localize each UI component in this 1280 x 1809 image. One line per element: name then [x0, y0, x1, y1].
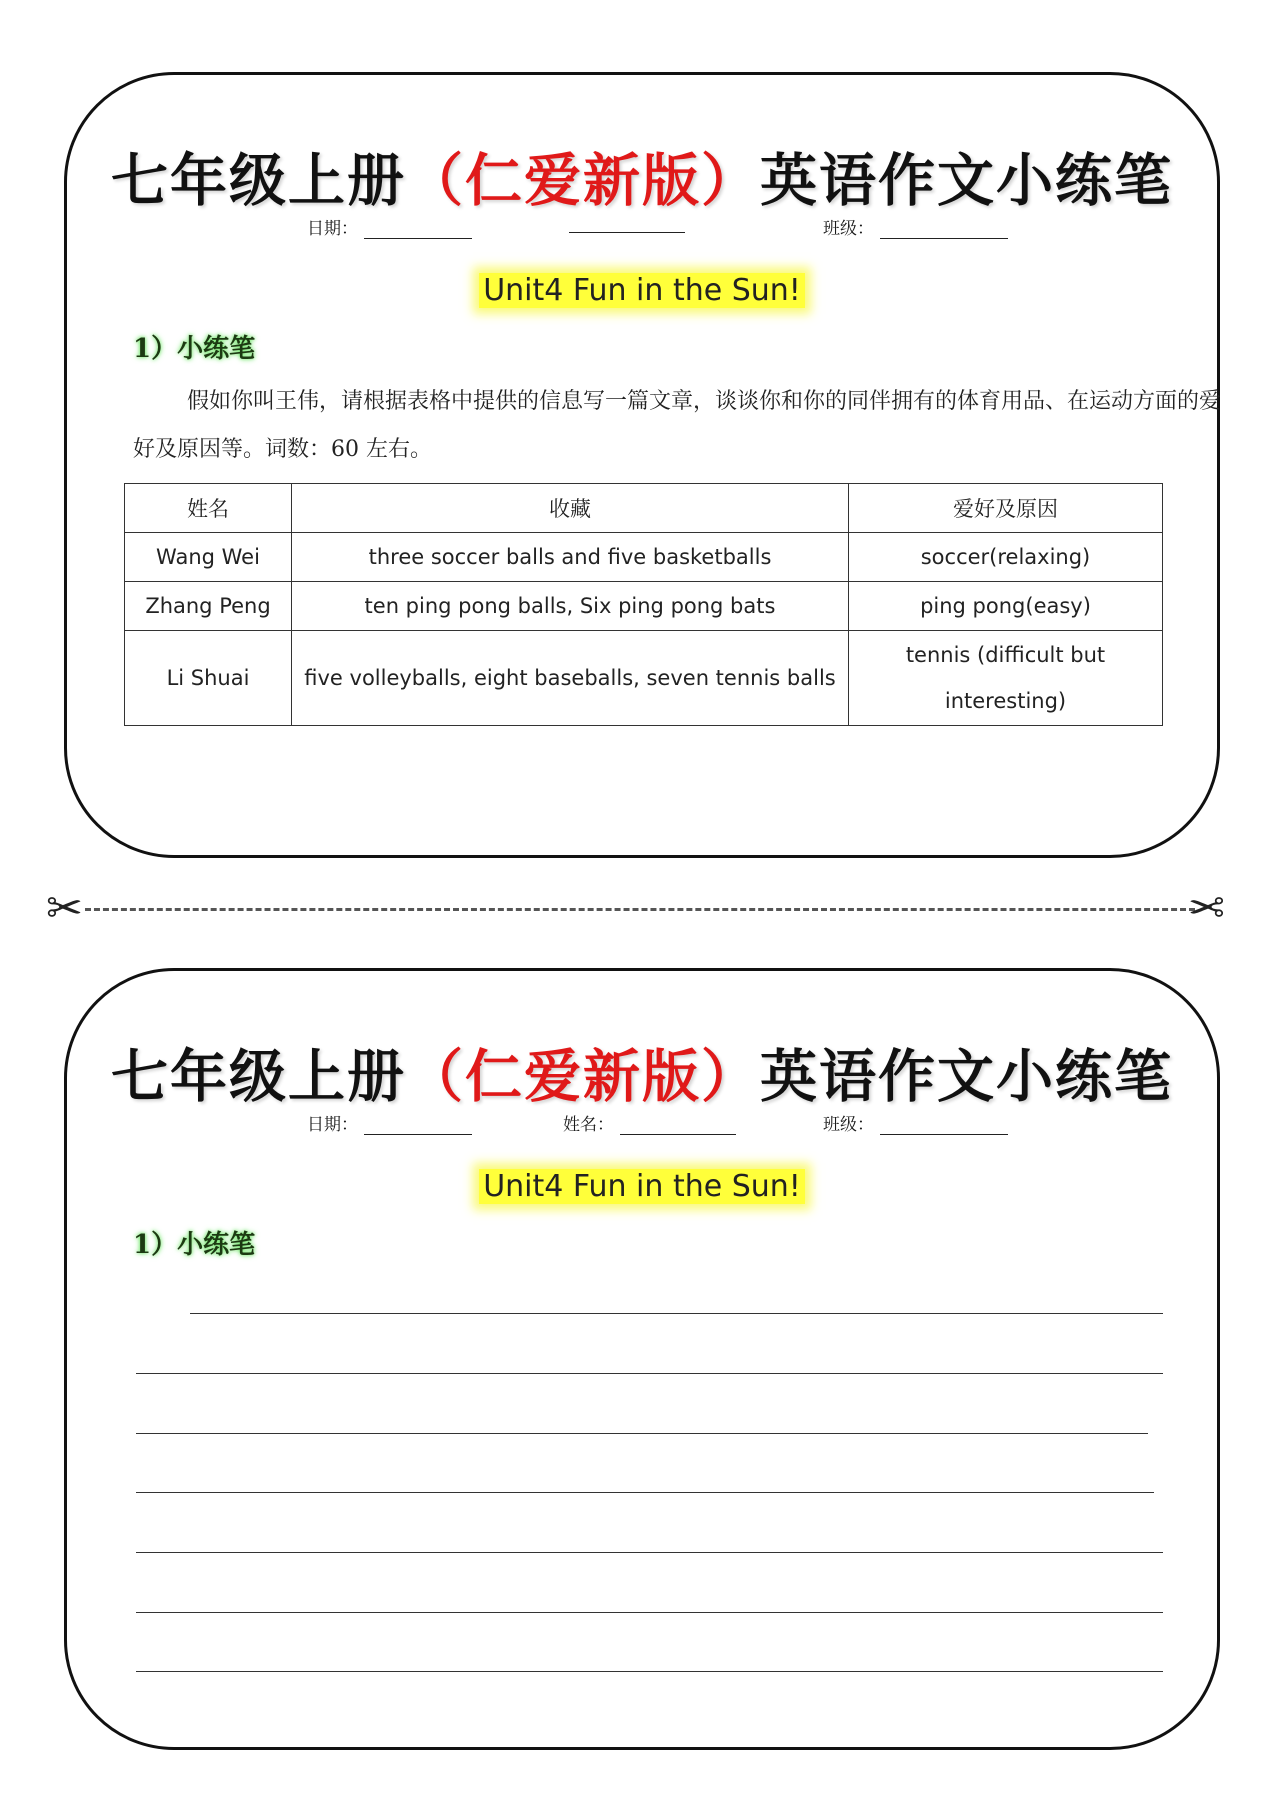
table-cell: five volleyballs, eight baseballs, seven tennis balls — [292, 631, 849, 726]
table-row — [125, 582, 1163, 631]
section-label: 1）小练笔 — [133, 334, 256, 364]
name-field[interactable] — [563, 214, 685, 233]
unit-title: Unit4 Fun in the Sun! — [67, 1169, 1217, 1204]
date-label: 日期： — [307, 1115, 358, 1135]
worksheet-card-bottom — [64, 968, 1220, 1750]
worksheet-card-top — [64, 72, 1220, 858]
table-cell: Zhang Peng — [125, 582, 292, 631]
table-row — [125, 631, 1163, 726]
info-table — [124, 483, 1163, 726]
table-cell: ten ping pong balls, Six ping pong bats — [292, 582, 849, 631]
name-blank[interactable] — [620, 1116, 736, 1135]
date-label: 日期： — [307, 219, 358, 239]
writing-line[interactable] — [136, 1671, 1163, 1672]
date-field[interactable] — [307, 214, 472, 239]
date-blank[interactable] — [364, 220, 472, 239]
date-field[interactable] — [307, 1110, 472, 1135]
meta-row — [67, 1110, 1217, 1136]
writing-line[interactable] — [136, 1612, 1163, 1613]
scissors-icon: ✂ — [46, 883, 83, 934]
table-cell: ping pong(easy) — [849, 582, 1163, 631]
worksheet-title: 七年级上册（仁爱新版）英语作文小练笔 — [111, 1043, 1173, 1110]
writing-line[interactable] — [136, 1552, 1163, 1553]
table-header-row — [125, 484, 1163, 533]
class-label: 班级： — [823, 219, 874, 239]
title-highlight: （仁爱新版） — [406, 147, 760, 214]
table-header: 姓名 — [125, 484, 292, 533]
table-cell: tennis (difficult but interesting) — [849, 631, 1163, 726]
class-field[interactable] — [823, 214, 1008, 239]
class-field[interactable] — [823, 1110, 1008, 1135]
writing-line[interactable] — [136, 1492, 1154, 1493]
class-blank[interactable] — [880, 220, 1008, 239]
meta-row — [67, 214, 1217, 240]
table-cell: soccer(relaxing) — [849, 533, 1163, 582]
writing-line[interactable] — [190, 1313, 1163, 1314]
writing-prompt: 假如你叫王伟，请根据表格中提供的信息写一篇文章，谈谈你和你的同伴拥有的体育用品、在运动方面的爱好及原因等。词数：60 左右。 — [133, 389, 1222, 462]
scissors-icon: ✂ — [1188, 883, 1225, 934]
class-blank[interactable] — [880, 1116, 1008, 1135]
cut-line — [85, 908, 1195, 911]
table-header: 收藏 — [292, 484, 849, 533]
table-cell: Li Shuai — [125, 631, 292, 726]
table-cell: Wang Wei — [125, 533, 292, 582]
date-blank[interactable] — [364, 1116, 472, 1135]
class-label: 班级： — [823, 1115, 874, 1135]
name-label: 姓名： — [563, 1115, 614, 1135]
writing-line[interactable] — [136, 1373, 1163, 1374]
table-row — [125, 533, 1163, 582]
table-cell: three soccer balls and five basketballs — [292, 533, 849, 582]
title-highlight: （仁爱新版） — [406, 1043, 760, 1110]
writing-line[interactable] — [136, 1433, 1148, 1434]
name-blank[interactable] — [569, 214, 685, 233]
name-field[interactable] — [563, 1110, 736, 1135]
worksheet-title: 七年级上册（仁爱新版）英语作文小练笔 — [111, 147, 1173, 214]
table-header: 爱好及原因 — [849, 484, 1163, 533]
unit-title: Unit4 Fun in the Sun! — [67, 273, 1217, 308]
section-label: 1）小练笔 — [133, 1230, 256, 1260]
